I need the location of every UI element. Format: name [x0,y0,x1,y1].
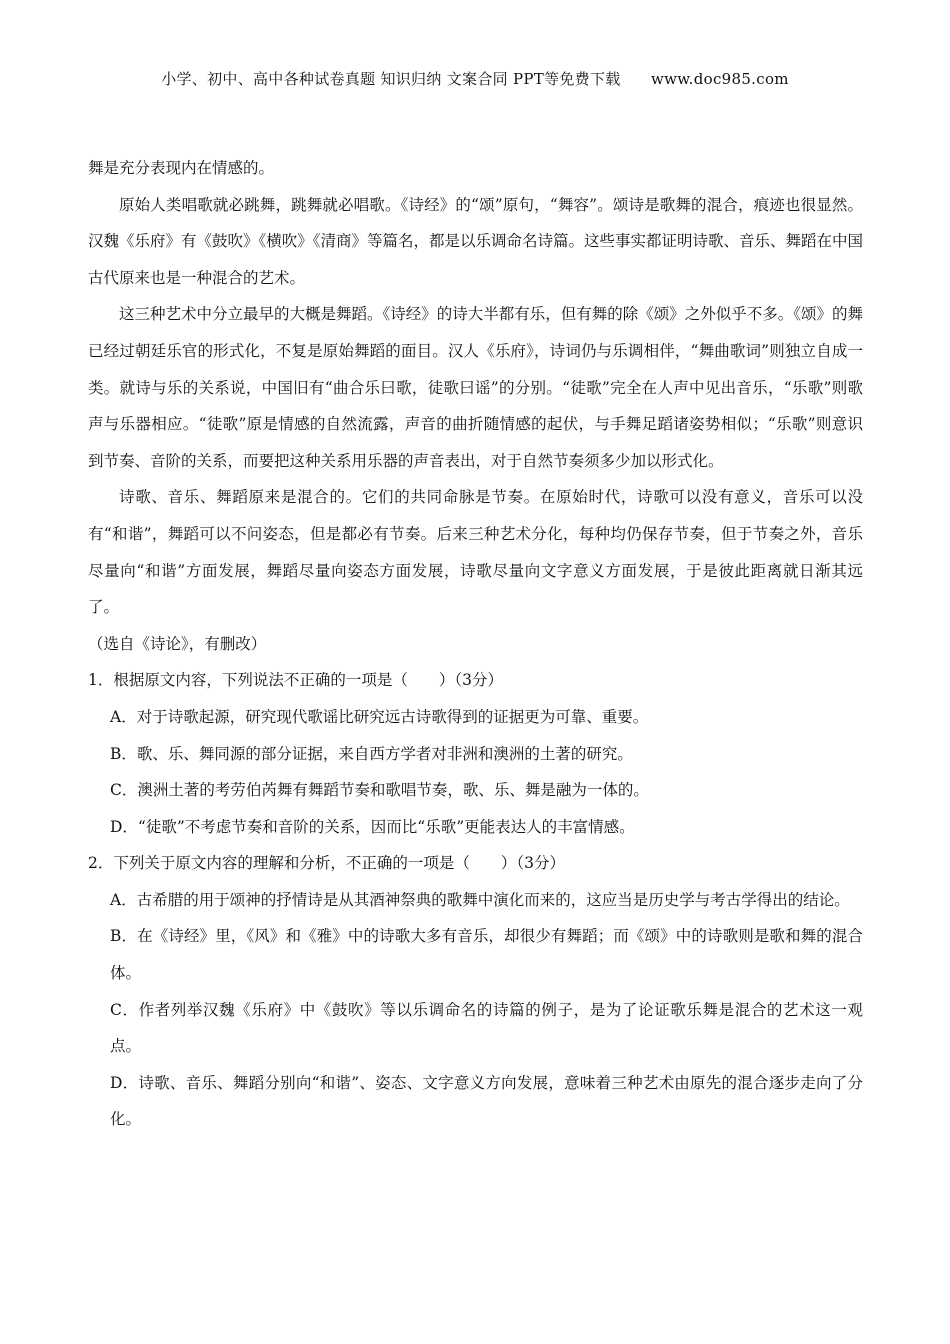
option-d: D．“徒歌”不考虑节奏和音阶的关系，因而比“乐歌”更能表达人的丰富情感。 [110,817,635,836]
passage-source: （选自《诗论》，有删改） [88,634,267,653]
option-c: C．作者列举汉魏《乐府》中《鼓吹》等以乐调命名的诗篇的例子，是为了论证歌乐舞是混合的艺术这一观点。 [110,1000,863,1056]
document-body [88,150,863,1138]
passage-paragraph-2: 这三种艺术中分立最早的大概是舞蹈。《诗经》的诗大半都有乐，但有舞的除《颂》之外似乎不多。《颂》的舞已经过朝廷乐官的形式化，不复是原始舞蹈的面目。汉人《乐府》，诗词仍与乐调相伴，“舞曲歌词”则独立自成一类。就诗与乐的关系说，中国旧有“曲合乐曰歌，徒歌曰谣”的分别。“徒歌”完全在人声中见出音乐，“乐歌”则歌声与乐器相应。“徒歌”原是情感的自然流露，声音的曲折随情感的起伏，与手舞足蹈诸姿势相似；“乐歌”则意识到节奏、音阶的关系，而要把这种关系用乐器的声音表出，对于自然节奏须多少加以形式化。 [88,305,864,470]
question-1 [88,662,863,845]
question-2 [88,845,863,1138]
passage-paragraph-0: 舞是充分表现内在情感的。 [88,159,275,177]
question-stem: 1．根据原文内容，下列说法不正确的一项是（ ）（3分） [88,671,503,690]
option-c: C．澳洲土著的考劳伯芮舞有舞蹈节奏和歌唱节奏，歌、乐、舞是融为一体的。 [110,781,649,800]
header-url[interactable]: www.doc985.com [651,70,789,88]
option-b: B．歌、乐、舞同源的部分证据，来自西方学者对非洲和澳洲的土著的研究。 [110,744,633,763]
option-a: A．古希腊的用于颂神的抒情诗是从其酒神祭典的歌舞中演化而来的，这应当是历史学与考古学得出的结论。 [110,890,850,909]
passage-paragraph-1: 原始人类唱歌就必跳舞，跳舞就必唱歌。《诗经》的“颂”原句，“舞容”。颂诗是歌舞的混合，痕迹也很显然。汉魏《乐府》有《鼓吹》《横吹》《清商》等篇名，都是以乐调命名诗篇。这些事实都证明诗歌、音乐、舞蹈在中国古代原来也是一种混合的艺术。 [88,195,864,287]
option-a: A．对于诗歌起源，研究现代歌谣比研究远古诗歌得到的证据更为可靠、重要。 [110,707,649,726]
option-d: D．诗歌、音乐、舞蹈分别向“和谐”、姿态、文字意义方向发展，意味着三种艺术由原先的混合逐步走向了分化。 [110,1073,863,1129]
option-b: B．在《诗经》里，《风》和《雅》中的诗歌大多有音乐，却很少有舞蹈；而《颂》中的诗歌则是歌和舞的混合体。 [110,927,863,983]
passage-paragraph-3: 诗歌、音乐、舞蹈原来是混合的。它们的共同命脉是节奏。在原始时代，诗歌可以没有意义，音乐可以没有“和谐”，舞蹈可以不问姿态，但是都必有节奏。后来三种艺术分化，每种均仍保存节奏，但于节奏之外，音乐尽量向“和谐”方面发展，舞蹈尽量向姿态方面发展，诗歌尽量向文字意义方面发展，于是彼此距离就日渐其远了。 [88,488,863,617]
question-stem: 2．下列关于原文内容的理解和分析，不正确的一项是（ ）（3分） [88,854,565,873]
page-header [0,68,950,89]
header-text: 小学、初中、高中各种试卷真题 知识归纳 文案合同 PPT等免费下载 [161,70,621,88]
